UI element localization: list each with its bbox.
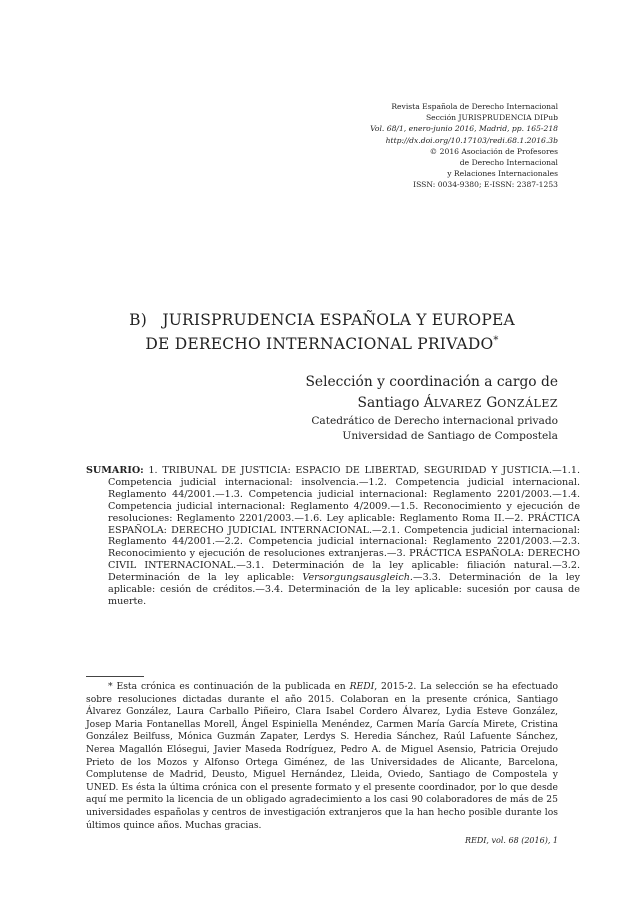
author-name — [305, 393, 558, 414]
summary-text-end: .—3.3. Determinación de la ley aplicable: cesión de créditos.—3.4. Determinación de la ley aplicable: sucesión por causa de muerte. — [108, 572, 580, 607]
journal-issn: ISSN: 0034-9380; E-ISSN: 2387-1253 — [413, 180, 558, 190]
footnote-text-2: , 2015-2. La selección se ha efectuado sobre resoluciones dictadas durante el año 2015. Colaboran en la presente crónica, Santiago Álvarez González, Laura Carballo Piñeiro, Clara Isabel Cordero Álvarez, Lydia Esteve González, Josep Maria Fontanellas Morell, Ángel Espiniella Menéndez, Carmen María García Mirete, Cristina González Beilfuss, Mónica Guzmán Zapater, Lerdys S. Heredia Sánchez, Raúl Lafuente Sánchez, Nerea Magallón Elósegui, Javier Maseda Rodríguez, Pedro A. de Miguel Asensio, Patricia Orejudo Prieto de los Mozos y Alfonso Ortega Giménez, de las Universidades de Alicante, Barcelona, Complutense de Madrid, Deusto, Miguel Hernández, Lleida, Oviedo, Santiago de Compostela y UNED. Es ésta la última crónica con el presente formato y el presente coordinador, por lo que desde aquí me permito la licencia de un obligado agradecimiento a los casi 90 colaboradores de más de 25 universidades españolas y centros de investigación extranjeros que la han hecho posible durante los últimos quince años. Muchas gracias. — [86, 681, 558, 831]
author-affiliation — [311, 414, 558, 444]
footnote-journal: REDI — [349, 681, 375, 692]
title-footnote-mark[interactable]: * — [493, 334, 499, 346]
author-surname-1-rest: LVAREZ — [433, 397, 482, 410]
page-title — [0, 311, 644, 354]
footnote — [86, 681, 558, 832]
journal-copyright: © 2016 Asociación de Profesores — [429, 146, 558, 156]
page-footer: REDI, vol. 68 (2016), 1 — [464, 836, 558, 845]
journal-volume: Vol. 68/1, enero-junio 2016, Madrid, pp. 165-218 — [370, 124, 558, 134]
journal-copyright-line2: de Derecho Internacional — [459, 158, 558, 168]
journal-section: Sección JURISPRUDENCIA DIPub — [425, 113, 558, 123]
summary-paragraph — [86, 465, 580, 608]
journal-doi-link[interactable]: http://dx.doi.org/10.17103/redi.68.1.2016.3b — [385, 135, 558, 145]
title-line-1: B) JURISPRUDENCIA ESPAÑOLA Y EUROPEA — [129, 311, 515, 329]
journal-name: Revista Española de Derecho Internacional — [391, 102, 558, 111]
footnote-mark: * — [108, 681, 117, 692]
summary-italic-term: Versorgungsausgleich — [302, 572, 410, 584]
footnote-text-1: Esta crónica es continuación de la publicada en — [116, 681, 350, 692]
title-line-2-text: DE DERECHO INTERNACIONAL PRIVADO — [145, 334, 494, 353]
journal-copyright-line3: y Relaciones Internacionales — [447, 169, 558, 179]
summary-label: SUMARIO: — [86, 465, 144, 476]
author-surname-2-rest: ONZÁLEZ — [497, 397, 558, 410]
selection-line: Selección y coordinación a cargo de — [305, 374, 558, 390]
footnote-separator — [86, 676, 144, 677]
author-first-name: Santiago — [357, 395, 424, 411]
journal-header — [318, 101, 558, 191]
author-surname-initial-1: Á — [423, 395, 434, 411]
title-line-2 — [0, 331, 644, 355]
summary-text: 1. TRIBUNAL DE JUSTICIA: ESPACIO DE LIBERTAD, SEGURIDAD Y JUSTICIA.—1.1. Competencia judicial internacional: insolvencia.—1.2. Competencia judicial internacional. Reglamento 44/2001.—1.3. Competencia judicial internacional: Reglamento 2201/2003.—1.4. Competencia judicial internacional: Reglamento 4/2009.—1.5. Reconocimiento y ejecución de resoluciones: Reglamento 2201/2003.—1.6. Ley aplicable: Reglamento Roma II.—2. PRÁCTICA ESPAÑOLA: DERECHO JUDICIAL INTERNACIONAL.—2.1. Competencia judicial internacional: Reglamento 44/2001.—2.2. Competencia judicial internacional: Reglamento 2201/2003.—2.3. Reconocimiento y ejecución de resoluciones extranjeras.—3. PRÁCTICA ESPAÑOLA: DERECHO CIVIL INTERNACIONAL.—3.1. Determinación de la ley aplicable: filiación natural.—3.2. Determinación de la ley aplicable: — [108, 465, 580, 584]
selection-credit — [305, 372, 558, 414]
author-surname-initial-2: G — [486, 395, 498, 411]
affiliation-position: Catedrático de Derecho internacional privado — [311, 415, 558, 427]
affiliation-university: Universidad de Santiago de Compostela — [342, 430, 558, 442]
